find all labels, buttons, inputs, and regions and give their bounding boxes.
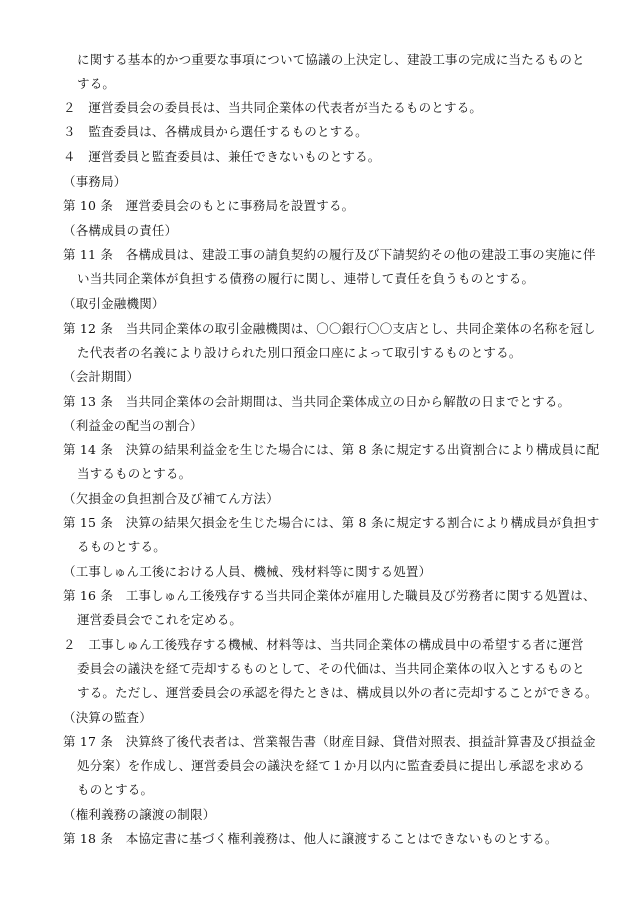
heading-profit-distribution: （利益金の配当の割合） [63, 418, 203, 433]
article-17-line-1: 第 17 条 決算終了後代表者は、営業報告書（財産目録、貸借対照表、損益計算書及び損益金 [63, 734, 596, 749]
article-15-line-2: るものとする。 [77, 539, 166, 554]
article-9-continuation-line-1: に関する基本的かつ重要な事項について協議の上決定し、建設工事の完成に当たるものと [77, 52, 585, 67]
article-14-line-1: 第 14 条 決算の結果利益金を生じた場合には、第 8 条に規定する出資割合により構成員に配 [63, 442, 600, 457]
article-16-paragraph-2-line-1: ２ 工事しゅん工後残存する機械、材料等は、当共同企業体の構成員中の希望する者に運営 [63, 637, 584, 652]
paragraph-2-committee-chair: ２ 運営委員会の委員長は、当共同企業体の代表者が当たるものとする。 [63, 100, 483, 115]
heading-member-responsibility: （各構成員の責任） [63, 223, 178, 238]
heading-audit-of-accounts: （決算の監査） [63, 710, 152, 725]
article-16-paragraph-2-line-2: 委員会の議決を経て売却するものとして、その代価は、当共同企業体の収入とするものと [77, 661, 585, 676]
article-14-line-2: 当するものとする。 [77, 466, 192, 481]
heading-financial-institution: （取引金融機関） [63, 296, 165, 311]
article-17-line-2: 処分案）を作成し、運営委員会の議決を経て１か月以内に監査委員に提出し承認を求める [77, 758, 586, 773]
article-18: 第 18 条 本協定書に基づく権利義務は、他人に譲渡することはできないものとする。 [63, 831, 558, 846]
article-16-line-1: 第 16 条 工事しゅん工後残存する当共同企業体が雇用した職員及び労務者に関する処置は、 [63, 588, 596, 603]
article-13: 第 13 条 当共同企業体の会計期間は、当共同企業体成立の日から解散の日までとする。 [63, 394, 571, 409]
paragraph-3-auditors: ３ 監査委員は、各構成員から選任するものとする。 [63, 124, 368, 139]
heading-post-completion-disposition: （工事しゅん工後における人員、機械、残材料等に関する処置） [63, 564, 432, 579]
heading-accounting-period: （会計期間） [63, 369, 140, 384]
article-12-line-1: 第 12 条 当共同企業体の取引金融機関は、〇〇銀行〇〇支店とし、共同企業体の名称を冠し [63, 321, 596, 336]
article-11-line-2: い当共同企業体が負担する債務の履行に関し、連帯して責任を負うものとする。 [77, 271, 535, 286]
article-16-paragraph-2-line-3: する。ただし、運営委員会の承認を得たときは、構成員以外の者に売却することができる。 [77, 685, 598, 700]
heading-loss-allocation: （欠損金の負担割合及び補てん方法） [63, 491, 279, 506]
paragraph-4-no-dual-role: ４ 運営委員と監査委員は、兼任できないものとする。 [63, 149, 381, 164]
heading-transfer-restriction: （権利義務の譲渡の制限） [63, 807, 216, 822]
article-10: 第 10 条 運営委員会のもとに事務局を設置する。 [63, 198, 355, 213]
heading-secretariat: （事務局） [63, 174, 127, 189]
article-12-line-2: た代表者の名義により設けられた別口預金口座によって取引するものとする。 [77, 345, 522, 360]
article-11-line-1: 第 11 条 各構成員は、建設工事の請負契約の履行及び下請契約その他の建設工事の実施に伴 [63, 247, 596, 262]
article-15-line-1: 第 15 条 決算の結果欠損金を生じた場合には、第 8 条に規定する割合により構成員が負担す [63, 515, 600, 530]
article-16-line-2: 運営委員会でこれを定める。 [77, 612, 243, 627]
article-17-line-3: ものとする。 [77, 782, 154, 797]
article-9-continuation-line-2: する。 [77, 76, 116, 91]
